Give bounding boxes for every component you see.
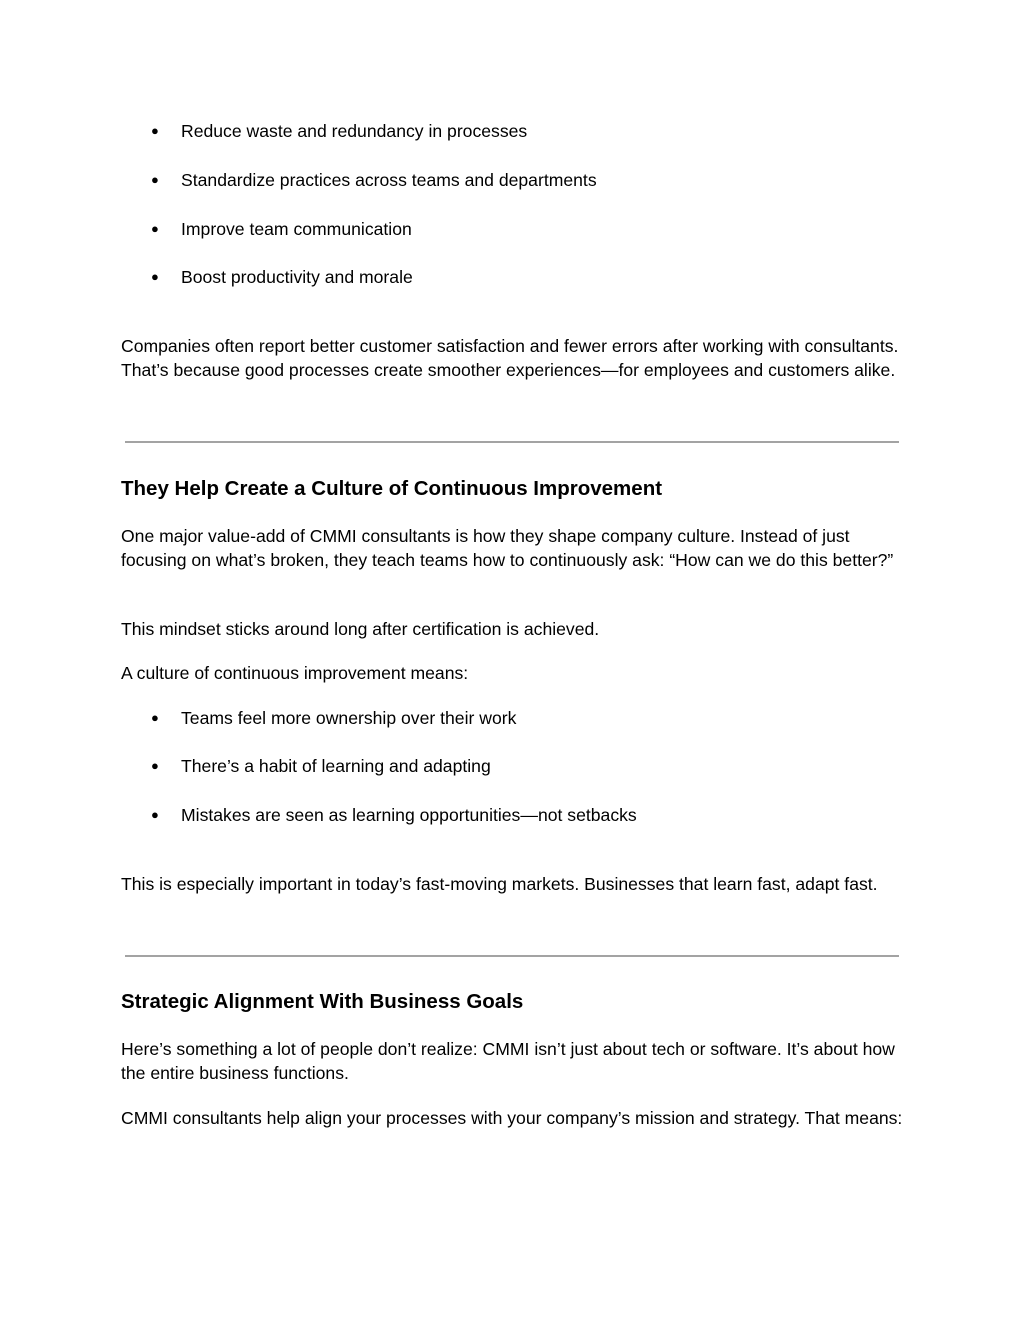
- paragraph: A culture of continuous improvement means:: [121, 663, 469, 683]
- bullet-icon: ●: [151, 807, 159, 822]
- list-item-text: Mistakes are seen as learning opportunities—not setbacks: [181, 805, 637, 825]
- list-item: [151, 168, 597, 192]
- list-item-text: Reduce waste and redundancy in processes: [181, 121, 528, 141]
- bullet-icon: ●: [151, 758, 159, 773]
- list-item: [151, 265, 413, 289]
- paragraph: One major value-add of CMMI consultants is how they shape company culture. Instead of just focusing on what’s broken, they teach teams how to continuously ask: “How can we do this better?”: [121, 526, 894, 570]
- horizontal-divider: [125, 441, 899, 443]
- bullet-icon: ●: [151, 269, 159, 284]
- list-item: [151, 754, 491, 778]
- paragraph: This mindset sticks around long after certification is achieved.: [121, 619, 600, 639]
- section-heading: They Help Create a Culture of Continuous Improvement: [121, 477, 663, 500]
- list-item: [151, 217, 412, 241]
- list-item: [151, 706, 516, 730]
- bullet-icon: ●: [151, 172, 159, 187]
- bullet-icon: ●: [151, 221, 159, 236]
- paragraph: CMMI consultants help align your processes with your company’s mission and strategy. That means:: [121, 1108, 903, 1128]
- horizontal-divider: [125, 955, 899, 957]
- paragraph: Companies often report better customer satisfaction and fewer errors after working with consultants. That’s because good processes create smoother experiences—for employees and customers alike.: [121, 336, 899, 380]
- list-item-text: There’s a habit of learning and adapting: [181, 756, 491, 776]
- list-item: [151, 119, 527, 143]
- bullet-icon: ●: [151, 123, 159, 138]
- list-item-text: Improve team communication: [181, 219, 412, 239]
- paragraph: This is especially important in today’s fast-moving markets. Businesses that learn fast, adapt fast.: [121, 874, 878, 894]
- bullet-icon: ●: [151, 710, 159, 725]
- section-heading: Strategic Alignment With Business Goals: [121, 990, 524, 1013]
- list-item: [151, 803, 637, 827]
- list-item-text: Standardize practices across teams and departments: [181, 170, 597, 190]
- list-item-text: Teams feel more ownership over their work: [181, 708, 517, 728]
- list-item-text: Boost productivity and morale: [181, 267, 413, 287]
- paragraph: Here’s something a lot of people don’t realize: CMMI isn’t just about tech or software. It’s about how the entire business functions.: [121, 1039, 895, 1083]
